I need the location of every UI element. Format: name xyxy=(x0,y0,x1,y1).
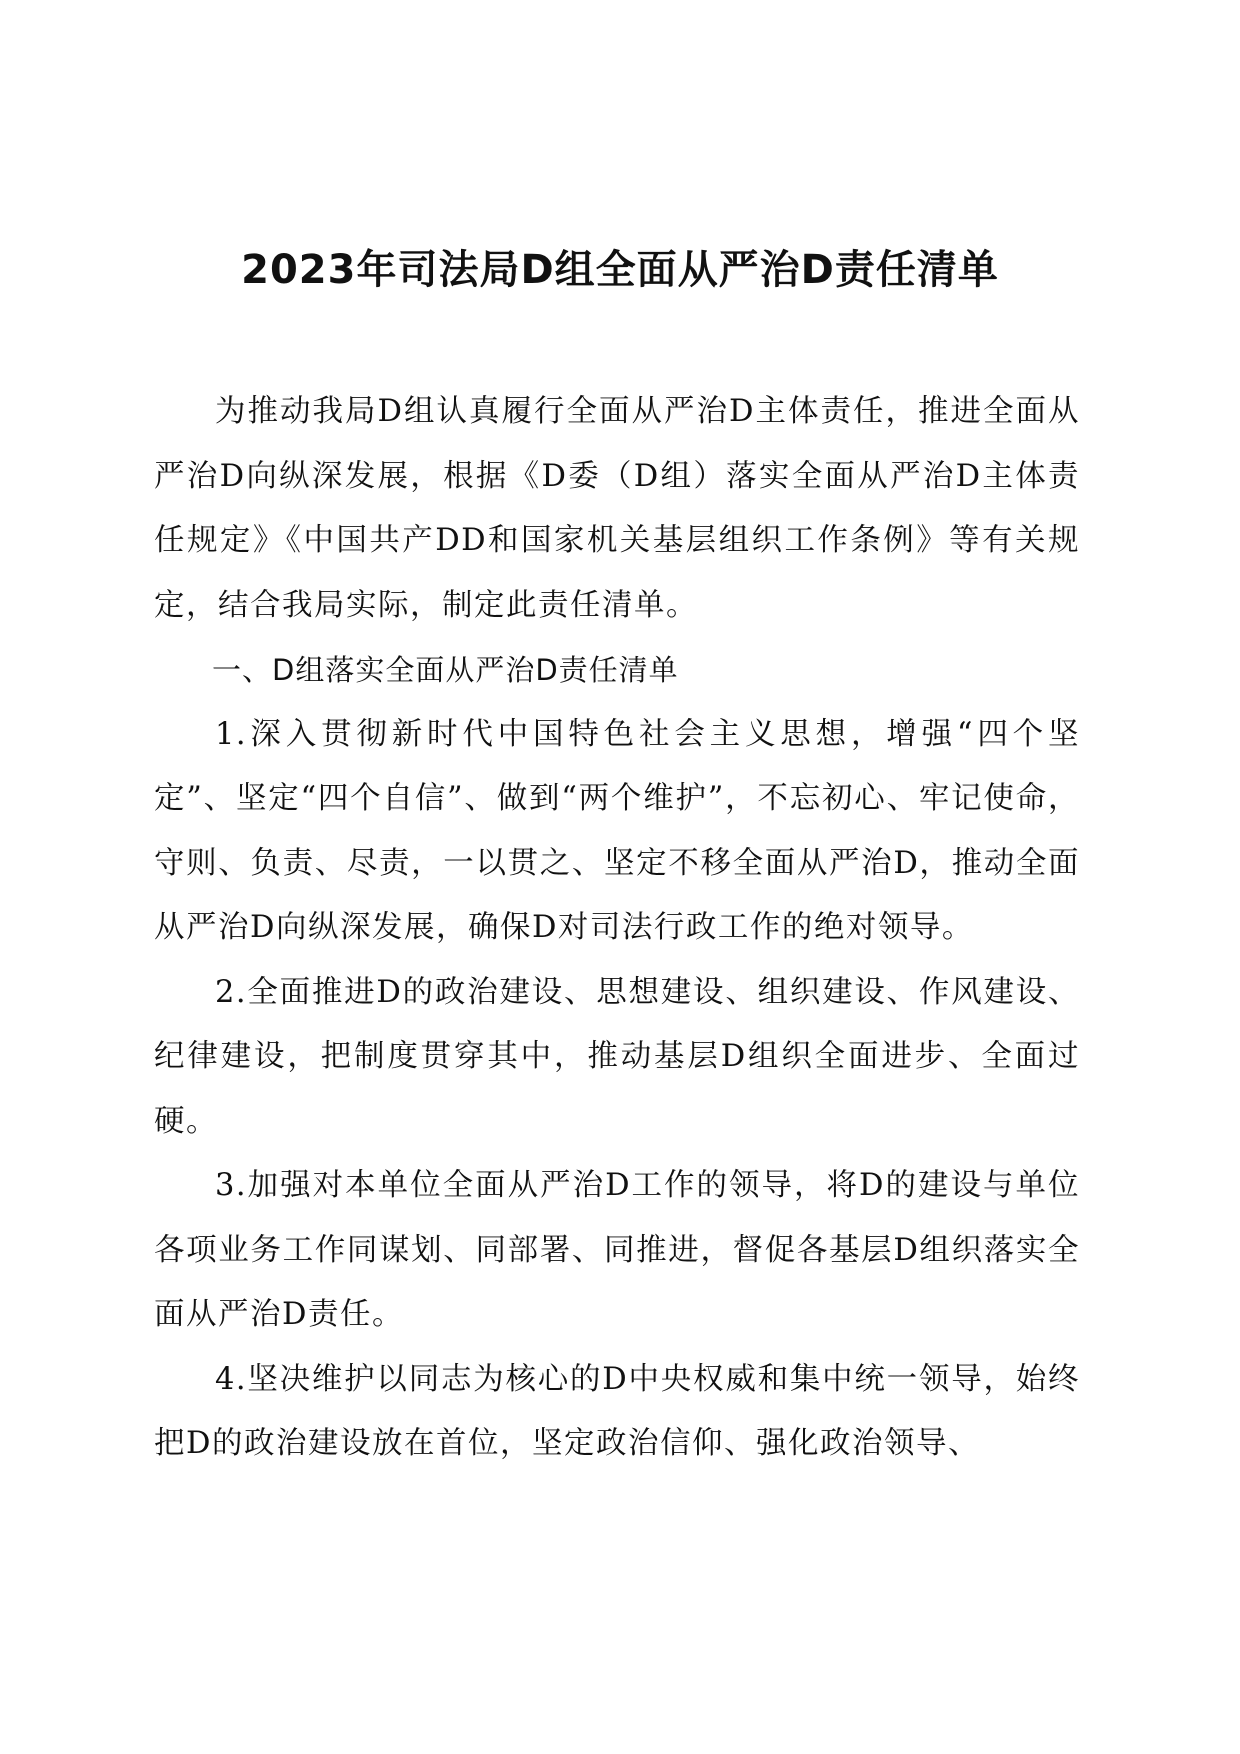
document-title: 2023年司法局D组全面从严治D责任清单 xyxy=(241,247,999,293)
list-item: 4.坚决维护以同志为核心的D中央权威和集中统一领导，始终把D的政治建设放在首位，坚定政治信仰、强化政治领导、 xyxy=(154,1361,1080,1461)
section-heading: 一、D组落实全面从严治D责任清单 xyxy=(212,653,679,687)
list-item: 1.深入贯彻新时代中国特色社会主义思想，增强“四个坚定”、坚定“四个自信”、做到“两个维护”，不忘初心、牢记使命，守则、负责、尽责，一以贯之、坚定不移全面从严治D，推动全面从严治D向纵深发展，确保D对司法行政工作的绝对领导。 xyxy=(154,716,1080,945)
list-item: 3.加强对本单位全面从严治D工作的领导，将D的建设与单位各项业务工作同谋划、同部署、同推进，督促各基层D组织落实全面从严治D责任。 xyxy=(154,1168,1080,1332)
intro-paragraph: 为推动我局D组认真履行全面从严治D主体责任，推进全面从严治D向纵深发展，根据《D委（D组）落实全面从严治D主体责任规定》《中国共产DD和国家机关基层组织工作条例》等有关规定，结合我局实际，制定此责任清单。 xyxy=(154,394,1080,623)
document-body xyxy=(154,380,1080,1477)
list-item: 2.全面推进D的政治建设、思想建设、组织建设、作风建设、纪律建设，把制度贯穿其中，推动基层D组织全面进步、全面过硬。 xyxy=(154,974,1080,1139)
